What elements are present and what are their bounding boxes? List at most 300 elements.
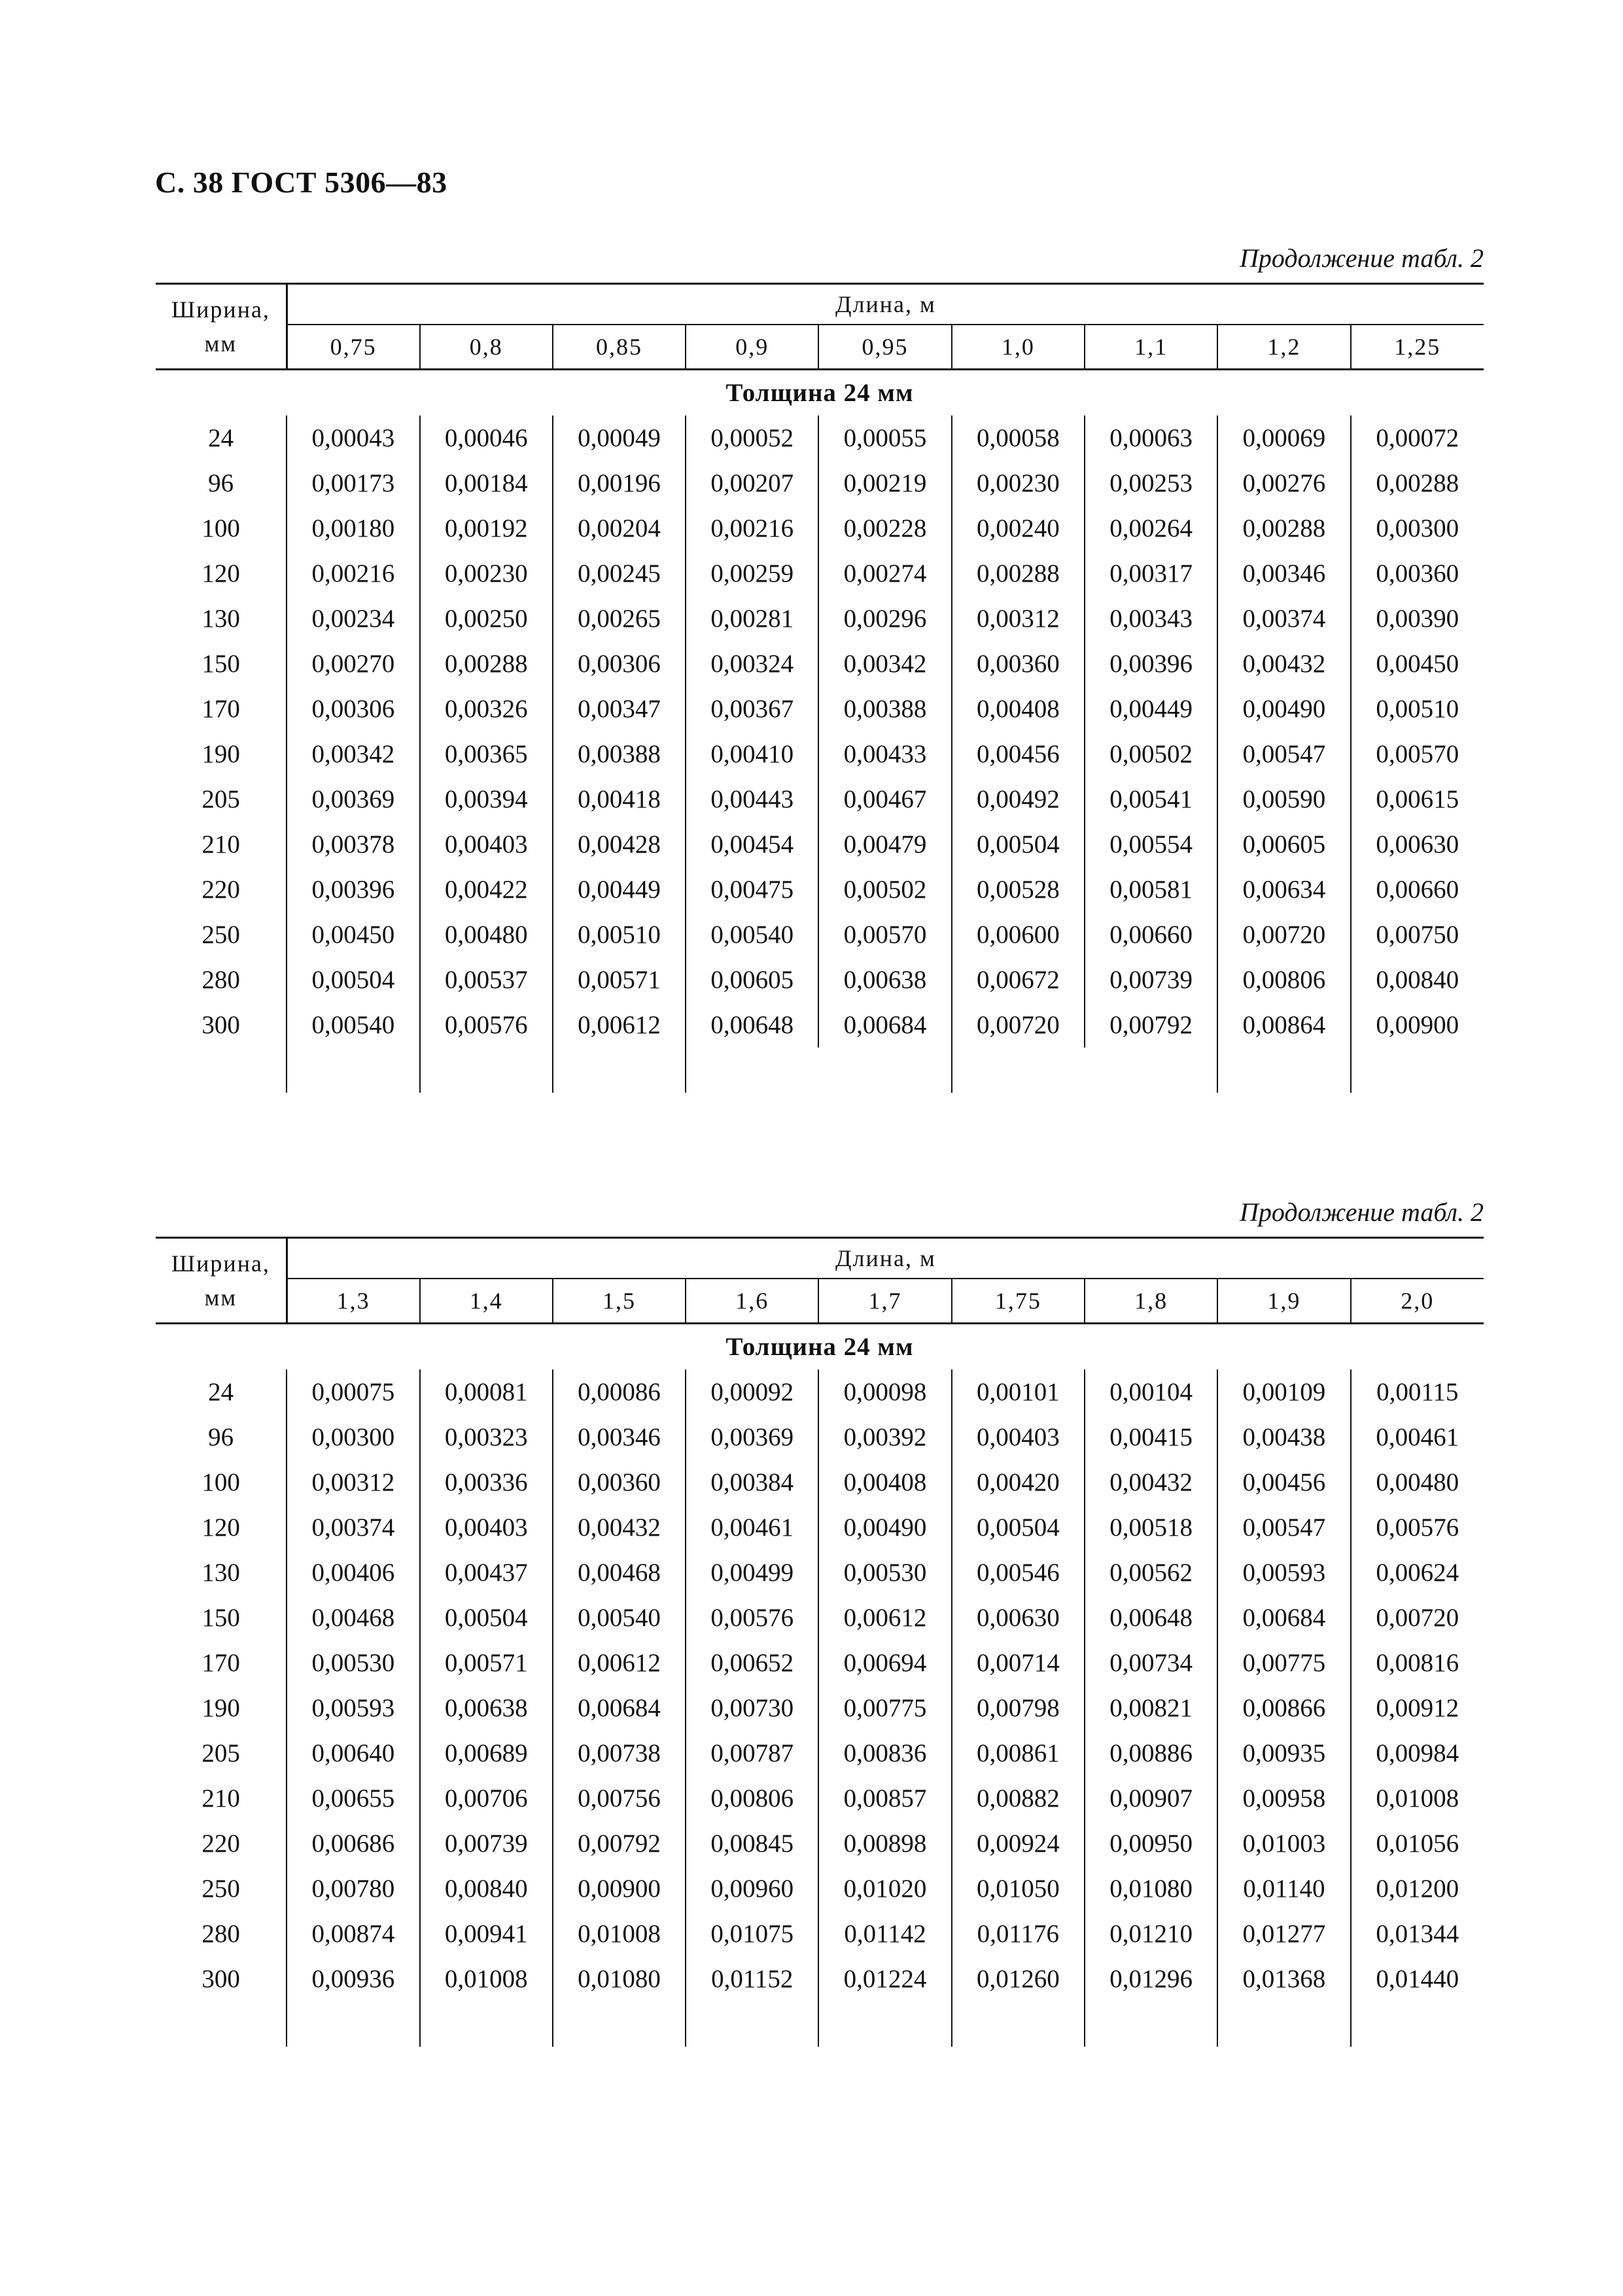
volume-cell: 0,00374	[287, 1505, 419, 1550]
volume-cell: 0,00798	[952, 1686, 1085, 1731]
volume-cell: 0,00109	[1217, 1369, 1350, 1415]
volume-cell: 0,01080	[553, 1956, 686, 2002]
length-value-header: 1,5	[553, 1279, 686, 1324]
length-value-header: 1,3	[287, 1279, 419, 1324]
volume-cell: 0,00245	[553, 551, 686, 596]
volume-cell: 0,01152	[686, 1956, 818, 2002]
volume-cell: 0,00684	[818, 1002, 951, 1048]
volume-cell: 0,00816	[1351, 1640, 1484, 1686]
volume-cell: 0,00756	[553, 1776, 686, 1821]
volume-cell: 0,00638	[420, 1686, 553, 1731]
length-value-header: 0,95	[818, 325, 951, 370]
volume-cell: 0,00864	[1217, 1002, 1350, 1048]
volume-cell: 0,01176	[952, 1911, 1085, 1956]
width-value: 205	[201, 1739, 240, 1767]
length-value-header: 2,0	[1351, 1279, 1484, 1324]
volume-cell: 0,01008	[1351, 1776, 1484, 1821]
volume-cell: 0,00360	[952, 641, 1085, 686]
volume-cell: 0,00403	[420, 822, 553, 867]
volume-cell: 0,00312	[287, 1460, 419, 1505]
volume-cell: 0,00216	[686, 506, 818, 551]
volume-cell: 0,00634	[1217, 867, 1350, 912]
volume-cell: 0,00230	[420, 551, 553, 596]
width-column-header: Ширина, мм	[156, 1238, 287, 1324]
volume-cell: 0,00630	[1351, 822, 1484, 867]
volume-cell: 0,00101	[952, 1369, 1085, 1415]
volume-cell: 0,00072	[1351, 415, 1484, 461]
volume-cell: 0,00912	[1351, 1686, 1484, 1731]
volume-cell: 0,00403	[952, 1415, 1085, 1460]
volume-cell: 0,00388	[818, 686, 951, 732]
volume-cell: 0,00192	[420, 506, 553, 551]
volume-cell: 0,00714	[952, 1640, 1085, 1686]
continuation-label: Продолжение табл. 2	[1239, 1197, 1484, 1227]
volume-cell: 0,00570	[1351, 732, 1484, 777]
table-row	[156, 1369, 1484, 1415]
volume-cell: 0,00984	[1351, 1731, 1484, 1776]
volume-cell: 0,00502	[818, 867, 951, 912]
volume-cell: 0,00615	[1351, 777, 1484, 822]
volume-cell: 0,00410	[686, 732, 818, 777]
volume-cell: 0,01140	[1217, 1866, 1350, 1911]
width-value: 190	[201, 1694, 240, 1722]
volume-cell: 0,00706	[420, 1776, 553, 1821]
volume-cell: 0,00046	[420, 415, 553, 461]
volume-cell: 0,00845	[686, 1821, 818, 1866]
table-block-2	[156, 1196, 1484, 2047]
length-value-header: 0,85	[553, 325, 686, 370]
volume-cell: 0,00612	[553, 1002, 686, 1048]
volume-cell: 0,00624	[1351, 1550, 1484, 1595]
volume-cell: 0,00432	[1085, 1460, 1217, 1505]
length-value-header: 1,25	[1351, 325, 1484, 370]
volume-cell: 0,00540	[287, 1002, 419, 1048]
volume-cell: 0,00504	[952, 1505, 1085, 1550]
volume-cell: 0,00652	[686, 1640, 818, 1686]
width-value: 300	[201, 1011, 240, 1039]
volume-cell: 0,00296	[818, 596, 951, 641]
volume-cell: 0,00270	[287, 641, 419, 686]
volume-cell: 0,00720	[1217, 912, 1350, 957]
volume-cell: 0,00924	[952, 1821, 1085, 1866]
volume-cell: 0,00907	[1085, 1776, 1217, 1821]
volume-cell: 0,00504	[287, 957, 419, 1002]
volume-cell: 0,00528	[952, 867, 1085, 912]
volume-cell: 0,00750	[1351, 912, 1484, 957]
volume-cell: 0,00406	[287, 1550, 419, 1595]
volume-cell: 0,00253	[1085, 461, 1217, 506]
width-value: 250	[201, 1875, 240, 1903]
table-row	[156, 1505, 1484, 1550]
volume-cell: 0,00433	[818, 732, 951, 777]
width-value: 96	[208, 469, 234, 497]
table-row	[156, 1640, 1484, 1686]
table-row	[156, 1550, 1484, 1595]
volume-cell: 0,00288	[1217, 506, 1350, 551]
volume-cell: 0,00443	[686, 777, 818, 822]
volume-cell: 0,00312	[952, 596, 1085, 641]
volume-cell: 0,00840	[1351, 957, 1484, 1002]
volume-cell: 0,00510	[1351, 686, 1484, 732]
volume-cell: 0,00900	[1351, 1002, 1484, 1048]
volume-cell: 0,01260	[952, 1956, 1085, 2002]
volume-cell: 0,00449	[553, 867, 686, 912]
table-row	[156, 1002, 1484, 1048]
volume-cell: 0,00264	[1085, 506, 1217, 551]
table-block-1	[156, 242, 1484, 1093]
volume-cell: 0,00504	[420, 1595, 553, 1640]
volume-cell: 0,00593	[1217, 1550, 1350, 1595]
volume-cell: 0,01075	[686, 1911, 818, 1956]
volume-cell: 0,00230	[952, 461, 1085, 506]
table-row	[156, 1415, 1484, 1460]
volume-cell: 0,00394	[420, 777, 553, 822]
volume-cell: 0,00049	[553, 415, 686, 461]
volume-cell: 0,00240	[952, 506, 1085, 551]
volume-cell: 0,00958	[1217, 1776, 1350, 1821]
volume-cell: 0,00449	[1085, 686, 1217, 732]
volume-cell: 0,00806	[686, 1776, 818, 1821]
volume-cell: 0,00367	[686, 686, 818, 732]
volume-cell: 0,00081	[420, 1369, 553, 1415]
volume-cell: 0,00265	[553, 596, 686, 641]
table-row	[156, 1460, 1484, 1505]
width-value: 205	[201, 785, 240, 813]
volume-cell: 0,00941	[420, 1911, 553, 1956]
volume-cell: 0,00576	[686, 1595, 818, 1640]
width-value: 130	[201, 605, 240, 633]
width-value: 170	[201, 1649, 240, 1677]
volume-cell: 0,00461	[1351, 1415, 1484, 1460]
volume-cell: 0,00288	[952, 551, 1085, 596]
thickness-subheader: Толщина 24 мм	[725, 1333, 914, 1361]
volume-cell: 0,00438	[1217, 1415, 1350, 1460]
volume-cell: 0,01224	[818, 1956, 951, 2002]
volume-cell: 0,00593	[287, 1686, 419, 1731]
volume-cell: 0,00640	[287, 1731, 419, 1776]
table-row	[156, 912, 1484, 957]
width-value: 150	[201, 650, 240, 678]
volume-cell: 0,01008	[553, 1911, 686, 1956]
table-row	[156, 1911, 1484, 1956]
length-value-header: 1,7	[818, 1279, 951, 1324]
volume-cell: 0,00480	[1351, 1460, 1484, 1505]
volume-cell: 0,00173	[287, 461, 419, 506]
volume-cell: 0,00043	[287, 415, 419, 461]
volume-cell: 0,00694	[818, 1640, 951, 1686]
width-column-header: Ширина, мм	[156, 284, 287, 370]
volume-cell: 0,00950	[1085, 1821, 1217, 1866]
volume-cell: 0,00184	[420, 461, 553, 506]
volume-cell: 0,00554	[1085, 822, 1217, 867]
volume-cell: 0,00468	[553, 1550, 686, 1595]
volume-cell: 0,00388	[553, 732, 686, 777]
length-value-header: 1,8	[1085, 1279, 1217, 1324]
volume-cell: 0,00720	[1351, 1595, 1484, 1640]
volume-cell: 0,01296	[1085, 1956, 1217, 2002]
volume-cell: 0,00499	[686, 1550, 818, 1595]
volume-cell: 0,00346	[1217, 551, 1350, 596]
volume-cell: 0,00857	[818, 1776, 951, 1821]
volume-cell: 0,01008	[420, 1956, 553, 2002]
volume-cell: 0,00326	[420, 686, 553, 732]
volume-cell: 0,00306	[553, 641, 686, 686]
volume-cell: 0,00274	[818, 551, 951, 596]
volume-cell: 0,00115	[1351, 1369, 1484, 1415]
volume-cell: 0,00346	[553, 1415, 686, 1460]
volume-cell: 0,00374	[1217, 596, 1350, 641]
volume-cell: 0,00075	[287, 1369, 419, 1415]
volume-cell: 0,00428	[553, 822, 686, 867]
width-value: 150	[201, 1604, 240, 1632]
width-value: 96	[208, 1423, 234, 1451]
length-column-header: Длина, м	[287, 284, 1484, 325]
volume-cell: 0,00392	[818, 1415, 951, 1460]
volume-cell: 0,00378	[287, 822, 419, 867]
volume-cell: 0,00571	[553, 957, 686, 1002]
volume-cell: 0,00490	[818, 1505, 951, 1550]
table-row	[156, 822, 1484, 867]
volume-cell: 0,00300	[1351, 506, 1484, 551]
volume-cell: 0,00250	[420, 596, 553, 641]
volume-cell: 0,00886	[1085, 1731, 1217, 1776]
volume-cell: 0,00342	[818, 641, 951, 686]
table-row	[156, 461, 1484, 506]
length-value-header: 1,75	[952, 1279, 1085, 1324]
volume-cell: 0,00396	[1085, 641, 1217, 686]
continuation-label: Продолжение табл. 2	[1239, 243, 1484, 273]
volume-cell: 0,00821	[1085, 1686, 1217, 1731]
volume-cell: 0,01003	[1217, 1821, 1350, 1866]
volume-cell: 0,00792	[1085, 1002, 1217, 1048]
volume-cell: 0,00540	[553, 1595, 686, 1640]
volume-cell: 0,00288	[420, 641, 553, 686]
volume-cell: 0,00461	[686, 1505, 818, 1550]
volume-cell: 0,00259	[686, 551, 818, 596]
volume-cell: 0,00324	[686, 641, 818, 686]
volume-cell: 0,00063	[1085, 415, 1217, 461]
volume-cell: 0,00648	[1085, 1595, 1217, 1640]
volume-cell: 0,00936	[287, 1956, 419, 2002]
volume-cell: 0,00570	[818, 912, 951, 957]
volume-cell: 0,00739	[420, 1821, 553, 1866]
length-value-header: 1,2	[1217, 325, 1350, 370]
volume-cell: 0,00571	[420, 1640, 553, 1686]
page-header: С. 38 ГОСТ 5306—83	[155, 166, 447, 199]
length-value-header: 1,0	[952, 325, 1085, 370]
length-column-header: Длина, м	[287, 1238, 1484, 1279]
width-value: 220	[201, 1829, 240, 1858]
volume-cell: 0,00390	[1351, 596, 1484, 641]
volume-cell: 0,00055	[818, 415, 951, 461]
volume-cell: 0,00605	[686, 957, 818, 1002]
volume-cell: 0,00562	[1085, 1550, 1217, 1595]
volume-cell: 0,00840	[420, 1866, 553, 1911]
length-value-header: 0,9	[686, 325, 818, 370]
volume-cell: 0,00456	[952, 732, 1085, 777]
width-value: 220	[201, 875, 240, 904]
volume-cell: 0,00672	[952, 957, 1085, 1002]
data-table	[156, 283, 1484, 1093]
volume-cell: 0,00454	[686, 822, 818, 867]
volume-cell: 0,00415	[1085, 1415, 1217, 1460]
volume-cell: 0,00720	[952, 1002, 1085, 1048]
width-value: 130	[201, 1559, 240, 1587]
volume-cell: 0,00347	[553, 686, 686, 732]
volume-cell: 0,01440	[1351, 1956, 1484, 2002]
volume-cell: 0,00069	[1217, 415, 1350, 461]
volume-cell: 0,00468	[287, 1595, 419, 1640]
volume-cell: 0,00323	[420, 1415, 553, 1460]
table-row	[156, 732, 1484, 777]
volume-cell: 0,00467	[818, 777, 951, 822]
volume-cell: 0,00630	[952, 1595, 1085, 1640]
volume-cell: 0,00686	[287, 1821, 419, 1866]
volume-cell: 0,01080	[1085, 1866, 1217, 1911]
volume-cell: 0,01050	[952, 1866, 1085, 1911]
table-row	[156, 1866, 1484, 1911]
length-value-header: 1,1	[1085, 325, 1217, 370]
volume-cell: 0,00739	[1085, 957, 1217, 1002]
volume-cell: 0,00780	[287, 1866, 419, 1911]
volume-cell: 0,00432	[553, 1505, 686, 1550]
volume-cell: 0,00660	[1085, 912, 1217, 957]
length-value-header: 0,8	[420, 325, 553, 370]
volume-cell: 0,01200	[1351, 1866, 1484, 1911]
width-value: 24	[208, 424, 234, 452]
volume-cell: 0,00052	[686, 415, 818, 461]
volume-cell: 0,00775	[1217, 1640, 1350, 1686]
volume-cell: 0,00655	[287, 1776, 419, 1821]
volume-cell: 0,00874	[287, 1911, 419, 1956]
volume-cell: 0,00600	[952, 912, 1085, 957]
volume-cell: 0,00360	[1351, 551, 1484, 596]
table-row	[156, 415, 1484, 461]
volume-cell: 0,00336	[420, 1460, 553, 1505]
volume-cell: 0,00456	[1217, 1460, 1350, 1505]
volume-cell: 0,00418	[553, 777, 686, 822]
volume-cell: 0,00576	[420, 1002, 553, 1048]
volume-cell: 0,00547	[1217, 732, 1350, 777]
volume-cell: 0,00306	[287, 686, 419, 732]
volume-cell: 0,00541	[1085, 777, 1217, 822]
width-value: 210	[201, 1784, 240, 1812]
volume-cell: 0,00479	[818, 822, 951, 867]
volume-cell: 0,00276	[1217, 461, 1350, 506]
volume-cell: 0,00396	[287, 867, 419, 912]
volume-cell: 0,00086	[553, 1369, 686, 1415]
volume-cell: 0,00530	[287, 1640, 419, 1686]
width-value: 300	[201, 1965, 240, 1993]
length-value-header: 1,9	[1217, 1279, 1350, 1324]
volume-cell: 0,00836	[818, 1731, 951, 1776]
volume-cell: 0,00216	[287, 551, 419, 596]
volume-cell: 0,00590	[1217, 777, 1350, 822]
volume-cell: 0,00537	[420, 957, 553, 1002]
volume-cell: 0,00866	[1217, 1686, 1350, 1731]
volume-cell: 0,00861	[952, 1731, 1085, 1776]
volume-cell: 0,00403	[420, 1505, 553, 1550]
volume-cell: 0,00530	[818, 1550, 951, 1595]
volume-cell: 0,00898	[818, 1821, 951, 1866]
volume-cell: 0,00369	[287, 777, 419, 822]
volume-cell: 0,00546	[952, 1550, 1085, 1595]
volume-cell: 0,00281	[686, 596, 818, 641]
table-row	[156, 1686, 1484, 1731]
table-row	[156, 1595, 1484, 1640]
table-row	[156, 1776, 1484, 1821]
volume-cell: 0,01142	[818, 1911, 951, 1956]
length-value-header: 1,4	[420, 1279, 553, 1324]
volume-cell: 0,00437	[420, 1550, 553, 1595]
volume-cell: 0,00384	[686, 1460, 818, 1505]
volume-cell: 0,00734	[1085, 1640, 1217, 1686]
table-row	[156, 957, 1484, 1002]
width-value: 24	[208, 1378, 234, 1406]
volume-cell: 0,00228	[818, 506, 951, 551]
width-value: 120	[201, 1513, 240, 1542]
volume-cell: 0,00408	[818, 1460, 951, 1505]
volume-cell: 0,01210	[1085, 1911, 1217, 1956]
volume-cell: 0,00792	[553, 1821, 686, 1866]
width-value: 120	[201, 559, 240, 588]
table-row	[156, 686, 1484, 732]
width-value: 210	[201, 830, 240, 858]
width-value: 250	[201, 921, 240, 949]
length-value-header: 1,6	[686, 1279, 818, 1324]
volume-cell: 0,01368	[1217, 1956, 1350, 2002]
volume-cell: 0,00605	[1217, 822, 1350, 867]
volume-cell: 0,00502	[1085, 732, 1217, 777]
table-row	[156, 641, 1484, 686]
volume-cell: 0,00540	[686, 912, 818, 957]
volume-cell: 0,00300	[287, 1415, 419, 1460]
volume-cell: 0,00343	[1085, 596, 1217, 641]
volume-cell: 0,00408	[952, 686, 1085, 732]
volume-cell: 0,00684	[553, 1686, 686, 1731]
volume-cell: 0,00180	[287, 506, 419, 551]
volume-cell: 0,00612	[818, 1595, 951, 1640]
volume-cell: 0,00104	[1085, 1369, 1217, 1415]
volume-cell: 0,00480	[420, 912, 553, 957]
width-value: 170	[201, 695, 240, 723]
volume-cell: 0,00581	[1085, 867, 1217, 912]
volume-cell: 0,00490	[1217, 686, 1350, 732]
volume-cell: 0,00365	[420, 732, 553, 777]
width-value: 100	[201, 1468, 240, 1496]
table-row	[156, 596, 1484, 641]
volume-cell: 0,00787	[686, 1731, 818, 1776]
volume-cell: 0,00317	[1085, 551, 1217, 596]
volume-cell: 0,00648	[686, 1002, 818, 1048]
width-value: 280	[201, 1920, 240, 1948]
volume-cell: 0,00900	[553, 1866, 686, 1911]
width-value: 190	[201, 740, 240, 768]
volume-cell: 0,00450	[287, 912, 419, 957]
volume-cell: 0,00234	[287, 596, 419, 641]
volume-cell: 0,00204	[553, 506, 686, 551]
volume-cell: 0,01056	[1351, 1821, 1484, 1866]
volume-cell: 0,00219	[818, 461, 951, 506]
volume-cell: 0,00510	[553, 912, 686, 957]
volume-cell: 0,00518	[1085, 1505, 1217, 1550]
volume-cell: 0,00432	[1217, 641, 1350, 686]
volume-cell: 0,00360	[553, 1460, 686, 1505]
table-row	[156, 551, 1484, 596]
volume-cell: 0,00420	[952, 1460, 1085, 1505]
volume-cell: 0,00196	[553, 461, 686, 506]
volume-cell: 0,00684	[1217, 1595, 1350, 1640]
